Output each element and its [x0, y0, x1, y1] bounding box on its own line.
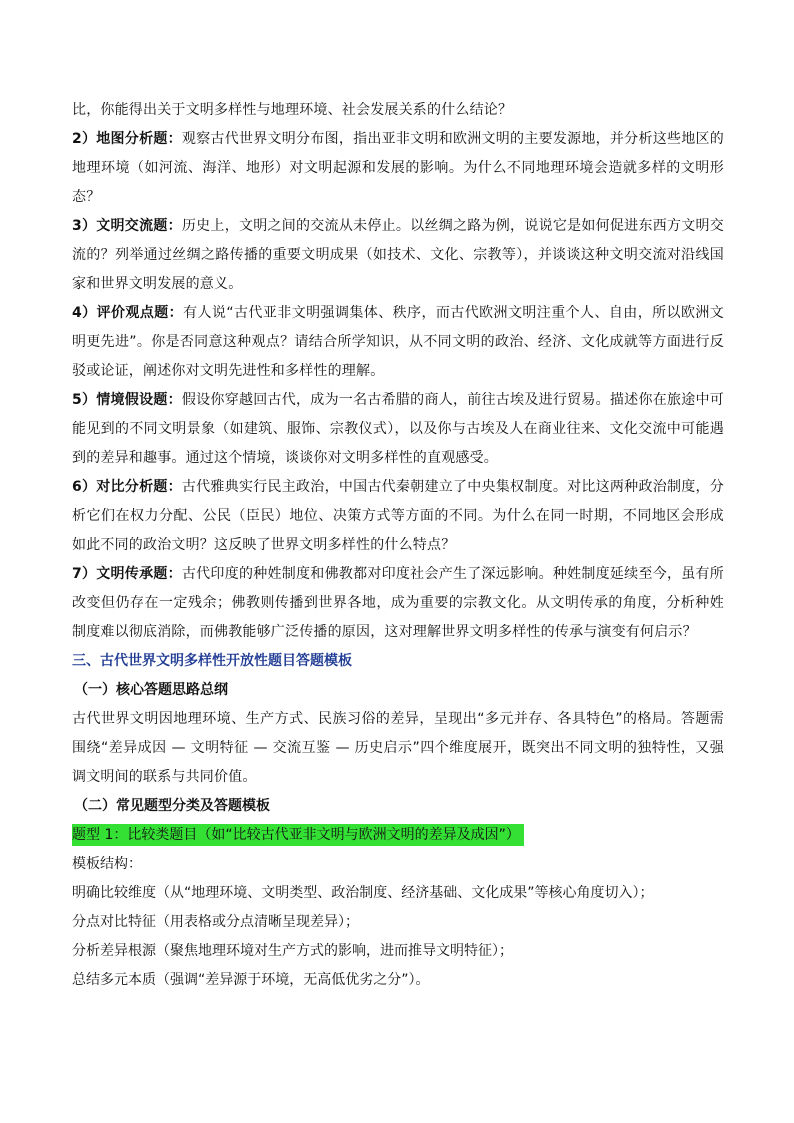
question-6-label: 6）对比分析题：	[72, 479, 182, 495]
question-3-text: 历史上，文明之间的交流从未停止。以丝绸之路为例，说说它是如何促进东西方文明交流的？列举通过丝绸之路传播的重要文明成果（如技术、文化、宗教等），并谈谈这种文明交流对沿线国家和世界文明发展的意义。	[72, 218, 724, 292]
question-3	[72, 212, 724, 299]
question-4-text: 有人说“古代亚非文明强调集体、秩序，而古代欧洲文明注重个人、自由，所以欧洲文明更先进”。你是否同意这种观点？请结合所学知识，从不同文明的政治、经济、文化成就等方面进行反驳或论证，阐述你对文明先进性和多样性的理解。	[72, 305, 724, 379]
question-2-text: 观察古代世界文明分布图，指出亚非文明和欧洲文明的主要发源地，并分析这些地区的地理环境（如河流、海洋、地形）对文明起源和发展的影响。为什么不同地理环境会造就多样的文明形态？	[72, 131, 724, 205]
intro-tail-paragraph: 比，你能得出关于文明多样性与地理环境、社会发展关系的什么结论？	[72, 102, 513, 118]
type-1-heading	[72, 821, 724, 850]
subsection-1-text: 古代世界文明因地理环境、生产方式、民族习俗的差异，呈现出“多元并存、各具特色”的格局。答题需围绕“差异成因 — 文明特征 — 交流互鉴 — 历史启示”四个维度展开，既突出不同文明的独特性，又强调文明间的联系与共同价值。	[72, 711, 724, 785]
template-step-4: 总结多元本质（强调“差异源于环境，无高低优劣之分”）。	[72, 972, 430, 988]
template-step-2: 分点对比特征（用表格或分点清晰呈现差异）；	[72, 914, 359, 930]
template-step-1: 明确比较维度（从“地理环境、文明类型、政治制度、经济基础、文化成果”等核心角度切入）；	[72, 885, 654, 901]
template-label: 模板结构：	[72, 856, 142, 872]
question-7	[72, 560, 724, 647]
subsection-1-title: （一）核心答题思路总纲	[74, 682, 228, 698]
question-5-label: 5）情境假设题：	[72, 392, 182, 408]
question-6-text: 古代雅典实行民主政治，中国古代秦朝建立了中央集权制度。对比这两种政治制度，分析它们在权力分配、公民（臣民）地位、决策方式等方面的不同。为什么在同一时期，不同地区会形成如此不同的政治文明？这反映了世界文明多样性的什么特点？	[72, 479, 724, 553]
question-4-label: 4）评价观点题：	[72, 305, 184, 321]
question-5	[72, 386, 724, 473]
question-7-label: 7）文明传承题：	[72, 566, 182, 582]
question-4	[72, 299, 724, 386]
section-3-title: 三、古代世界文明多样性开放性题目答题模板	[72, 653, 352, 669]
question-6	[72, 473, 724, 560]
subsection-2-title: （二）常见题型分类及答题模板	[74, 798, 270, 814]
question-3-label: 3）文明交流题：	[72, 218, 182, 234]
type-1-highlight: 题型 1：比较类题目（如“比较古代亚非文明与欧洲文明的差异及成因”）	[72, 824, 524, 846]
question-5-text: 假设你穿越回古代，成为一名古希腊的商人，前往古埃及进行贸易。描述你在旅途中可能见到的不同文明景象（如建筑、服饰、宗教仪式），以及你与古埃及人在商业往来、文化交流中可能遇到的差异和趣事。通过这个情境，谈谈你对文明多样性的直观感受。	[72, 392, 724, 466]
question-2-label: 2）地图分析题：	[72, 131, 182, 147]
question-2	[72, 125, 724, 212]
question-7-text: 古代印度的种姓制度和佛教都对印度社会产生了深远影响。种姓制度延续至今，虽有所改变但仍存在一定残余；佛教则传播到世界各地，成为重要的宗教文化。从文明传承的角度，分析种姓制度难以彻底消除，而佛教能够广泛传播的原因，这对理解世界文明多样性的传承与演变有何启示？	[72, 566, 724, 640]
document-page	[72, 96, 724, 995]
template-step-3: 分析差异根源（聚焦地理环境对生产方式的影响，进而推导文明特征）；	[72, 943, 513, 959]
